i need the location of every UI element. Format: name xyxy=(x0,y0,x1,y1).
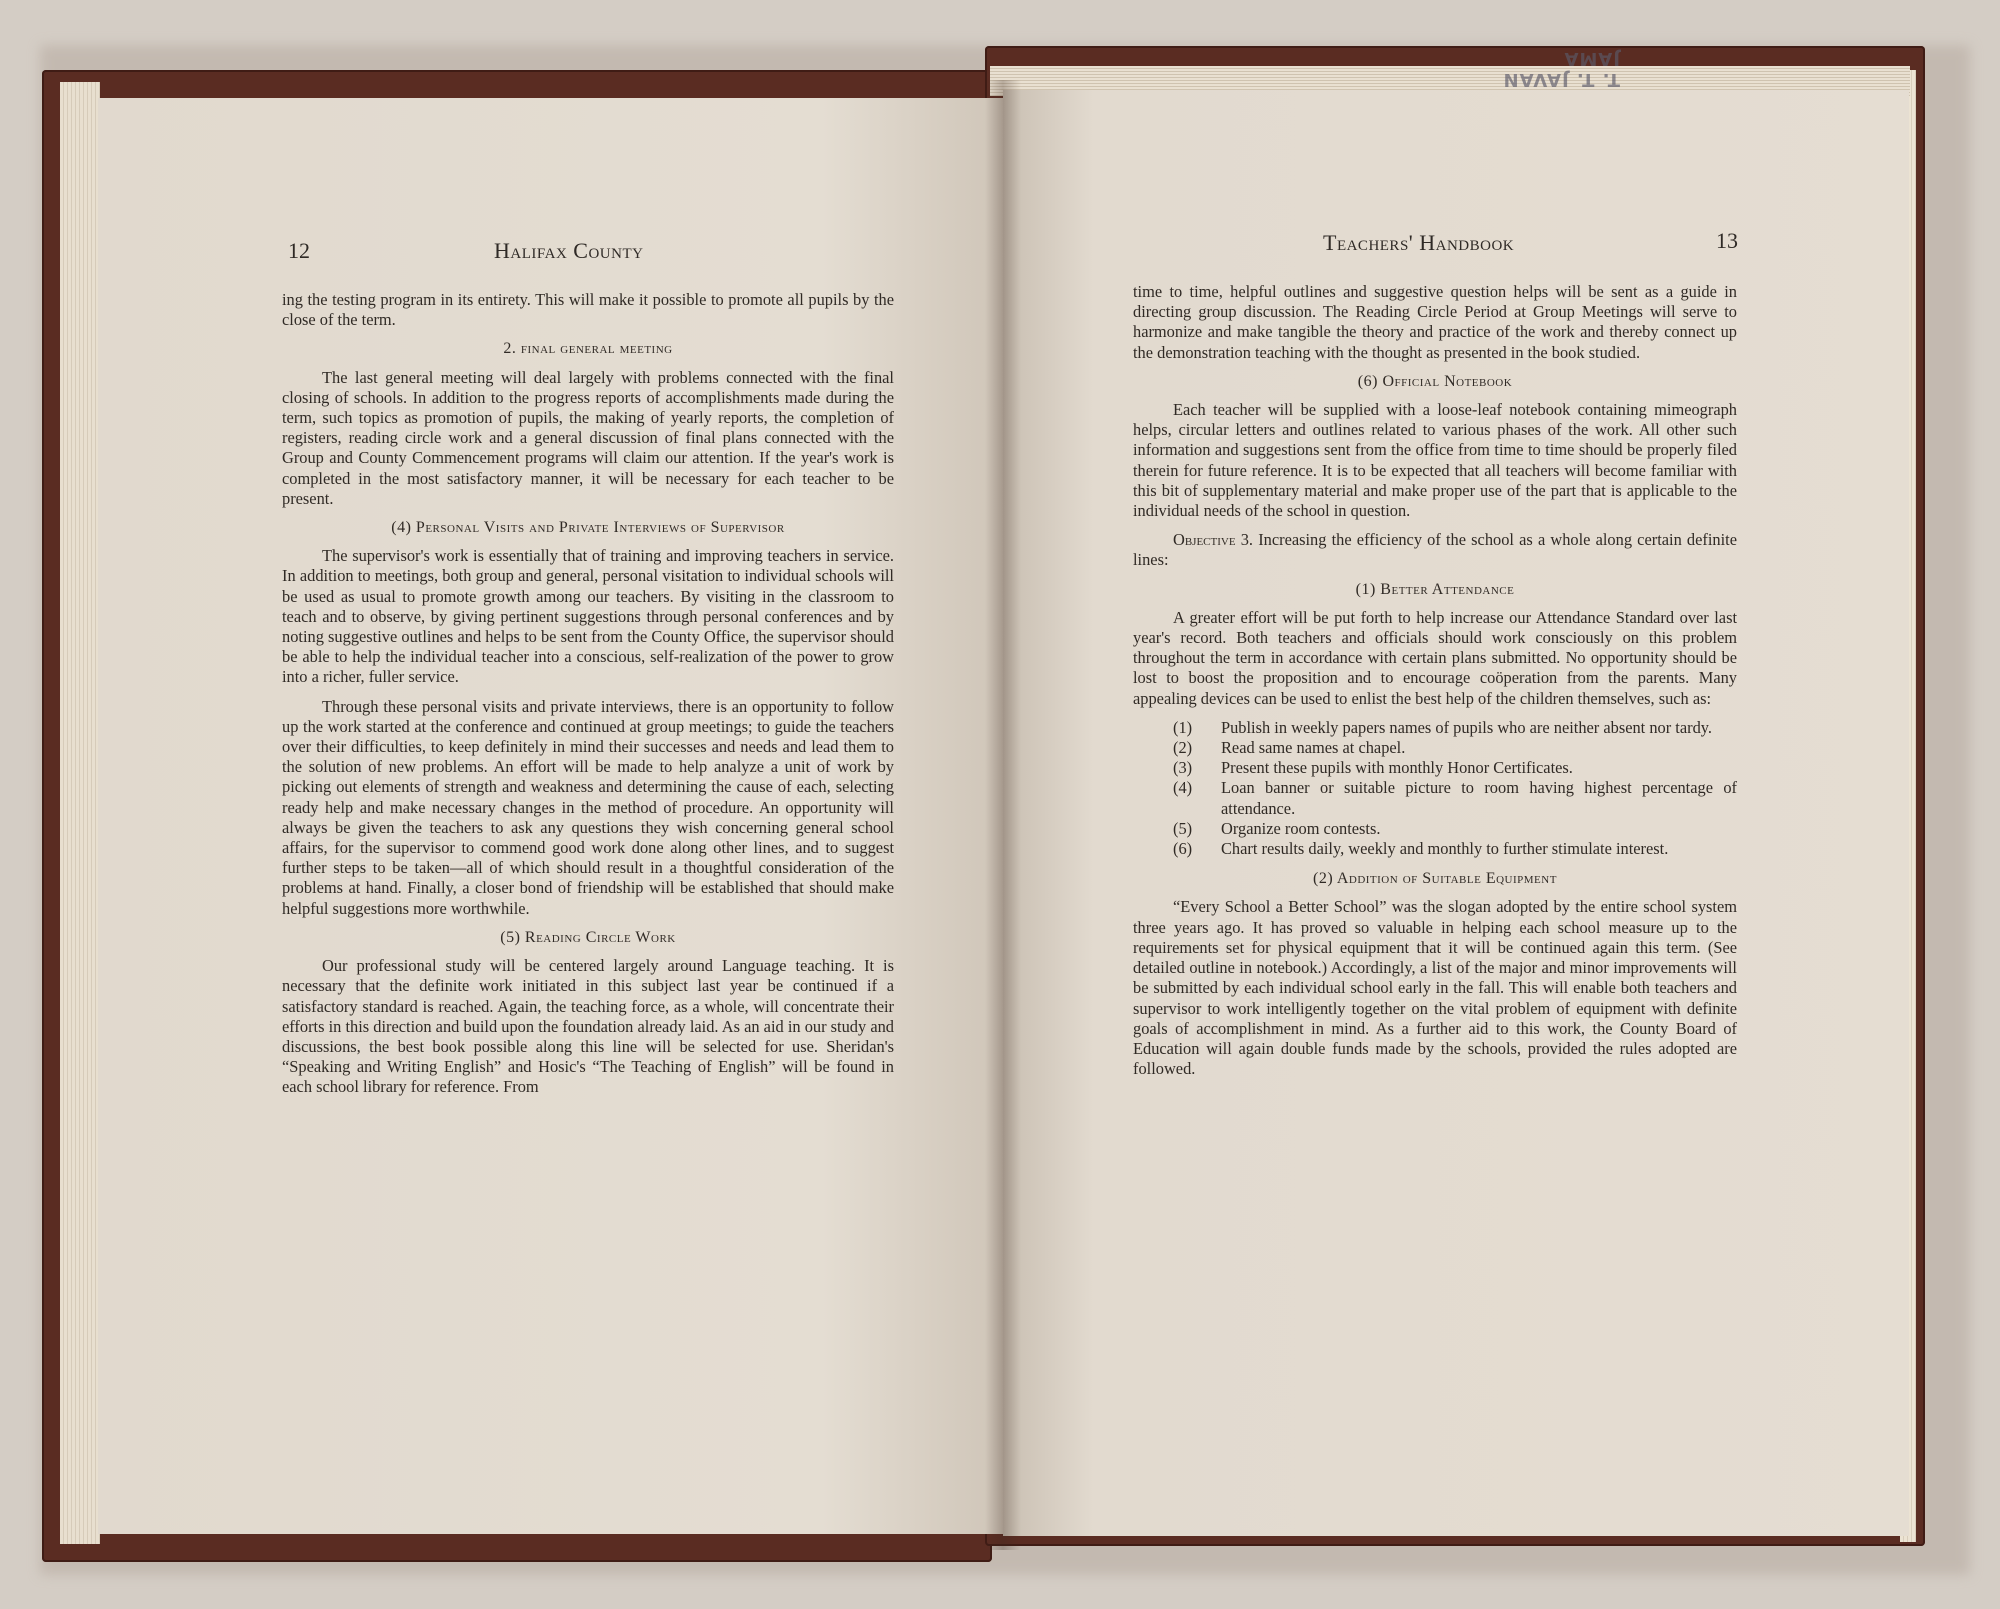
section-heading-official-notebook: (6) Official Notebook xyxy=(1357,372,1513,390)
section-heading-personal-visits: (4) Personal Visits and Private Interviews of Supervisor xyxy=(391,519,785,537)
list-item: (4) Loan banner or suitable picture to room having highest percentage of attendance. xyxy=(1173,778,1737,818)
right-page xyxy=(1003,90,1909,1536)
paragraph-reading-circle: Our professional study will be centered largely around Language teaching. It is necessary that the definite work initiated in this subject last year be continued if a satisfactory standard is reached. Again, the teaching force, as a whole, will concentrate their efforts in this direction and build upon the foundation already laid. As an aid in our study and discussions, the best book possible along this line will be selected for use. Sheridan's “Speaking and Writing English” and Hosic's “The Teaching of English” will be found in each school library for reference. From xyxy=(282,956,894,1097)
section-heading-equipment: (2) Addition of Suitable Equipment xyxy=(1313,870,1557,888)
right-intro-paragraph: time to time, helpful outlines and suggestive question helps will be sent as a guide in directing group discussion. The Reading Circle Period at Group Meetings will serve to harmonize and make tangible the theory and practice of the work and thereby connect up the demonstration teaching with the thought as presented in the book studied. xyxy=(1133,282,1737,362)
section-heading-reading-circle: (5) Reading Circle Work xyxy=(500,928,676,946)
paragraph-official-notebook: Each teacher will be supplied with a loose-leaf notebook containing mimeograph helps, circular letters and outlines related to various phases of the work. All other such information and suggestions sent from the office from time to time should be properly filed therein for future reference. It is to be expected that all teachers will become familiar with this bit of supplementary material and make proper use of the part that is applicable to the individual needs of the school in question. xyxy=(1133,400,1737,521)
left-intro-paragraph: ing the testing program in its entirety. This will make it possible to promote all pupils by the close of the term. xyxy=(282,290,894,330)
paragraph-equipment: “Every School a Better School” was the slogan adopted by the entire school system three years ago. It has proved so valuable in helping each school measure up to the requirements set for physical equipment that it will be continued again this term. (See detailed outline in notebook.) Accordingly, a list of the major and minor improvements will be submitted by each individual school early in the fall. This will enable both teachers and supervisor to work intelligently together on the vital problem of equipment with definite goals of accomplishment in mind. As a further aid to this work, the County Board of Education will again double funds made by the schools, provided the rules adopted are followed. xyxy=(1133,897,1737,1079)
right-running-head: Teachers' Handbook xyxy=(1323,230,1515,255)
section-heading-better-attendance: (1) Better Attendance xyxy=(1355,580,1515,598)
left-text-column xyxy=(282,290,894,1107)
left-page-number: 12 xyxy=(288,238,310,263)
right-text-column xyxy=(1133,282,1737,1088)
left-page xyxy=(98,98,1003,1534)
paragraph-personal-visits: Through these personal visits and private interviews, there is an opportunity to follow up the work started at the conference and continued at group meetings; to guide the teachers over their difficulties, to keep definitely in mind their successes and needs and lead them to the solution of new problems. An effort will be made to help analyze a unit of work by picking out elements of strength and weakness and determining the cause of each, selecting ready help and make necessary changes in the method of procedure. An opportunity will always be given the teachers to ask any questions they wish concerning general school affairs, for the supervisor to commend good work done along other lines, and to suggest further steps to be taken—all of which should result in a thoughtful consideration of the problems at hand. Finally, a closer bond of friendship will be established that should make helpful suggestions more worthwhile. xyxy=(282,696,894,918)
paragraph-supervisor-work: The supervisor's work is essentially that of training and improving teachers in service. In addition to meetings, both group and general, personal visitation to individual schools will be used as usual to promote growth among our teachers. By visiting in the classroom to teach and to observe, by giving pertinent suggestions through personal conferences and by noting suggestive outlines and helps to be sent from the County Office, the supervisor should be able to help the individual teacher into a conscious, self-realization of the power to grow into a richer, fuller service. xyxy=(282,546,894,687)
left-running-head: Halifax County xyxy=(494,238,644,263)
paragraph-better-attendance: A greater effort will be put forth to help increase our Attendance Standard over last year's record. Both teachers and officials should work consciously on this problem throughout the term in accordance with certain plans submitted. No opportunity should be lost to boost the proposition and to encourage coöperation from the parents. Many appealing devices can be used to enlist the best help of the children themselves, such as: xyxy=(1133,607,1737,708)
objective-text: Increasing the efficiency of the school as a whole along certain definite lines: xyxy=(1133,530,1737,570)
list-item: (3) Present these pupils with monthly Honor Certificates. xyxy=(1173,758,1573,778)
paragraph-final-general-meeting: The last general meeting will deal largely with problems connected with the final closing of schools. In addition to the progress reports of accomplishments made during the term, such topics as promotion of pupils, the making of yearly reports, the completion of registers, reading circle work and a general discussion of final plans connected with the Group and County Commencement programs will claim our attention. If the year's work is completed in the most satisfactory manner, it will be necessary for each teacher to be present. xyxy=(282,367,894,508)
right-page-number: 13 xyxy=(1716,228,1738,253)
list-item: (1) Publish in weekly papers names of pupils who are neither absent nor tardy. xyxy=(1173,717,1712,737)
section-heading-final-general-meeting: 2. final general meeting xyxy=(503,340,673,358)
attendance-devices-list xyxy=(1173,718,1737,859)
list-item: (6) Chart results daily, weekly and monthly to further stimulate interest. xyxy=(1173,839,1669,859)
spine-stamp: T. T. JAVAN JAMA xyxy=(1502,48,1620,90)
objective-label: Objective 3. xyxy=(1173,530,1254,550)
list-item: (2) Read same names at chapel. xyxy=(1173,738,1406,758)
book-gutter xyxy=(985,80,1021,1550)
objective-paragraph xyxy=(1133,530,1737,570)
page-stack-left xyxy=(60,82,100,1544)
list-item: (5) Organize room contests. xyxy=(1173,818,1381,838)
